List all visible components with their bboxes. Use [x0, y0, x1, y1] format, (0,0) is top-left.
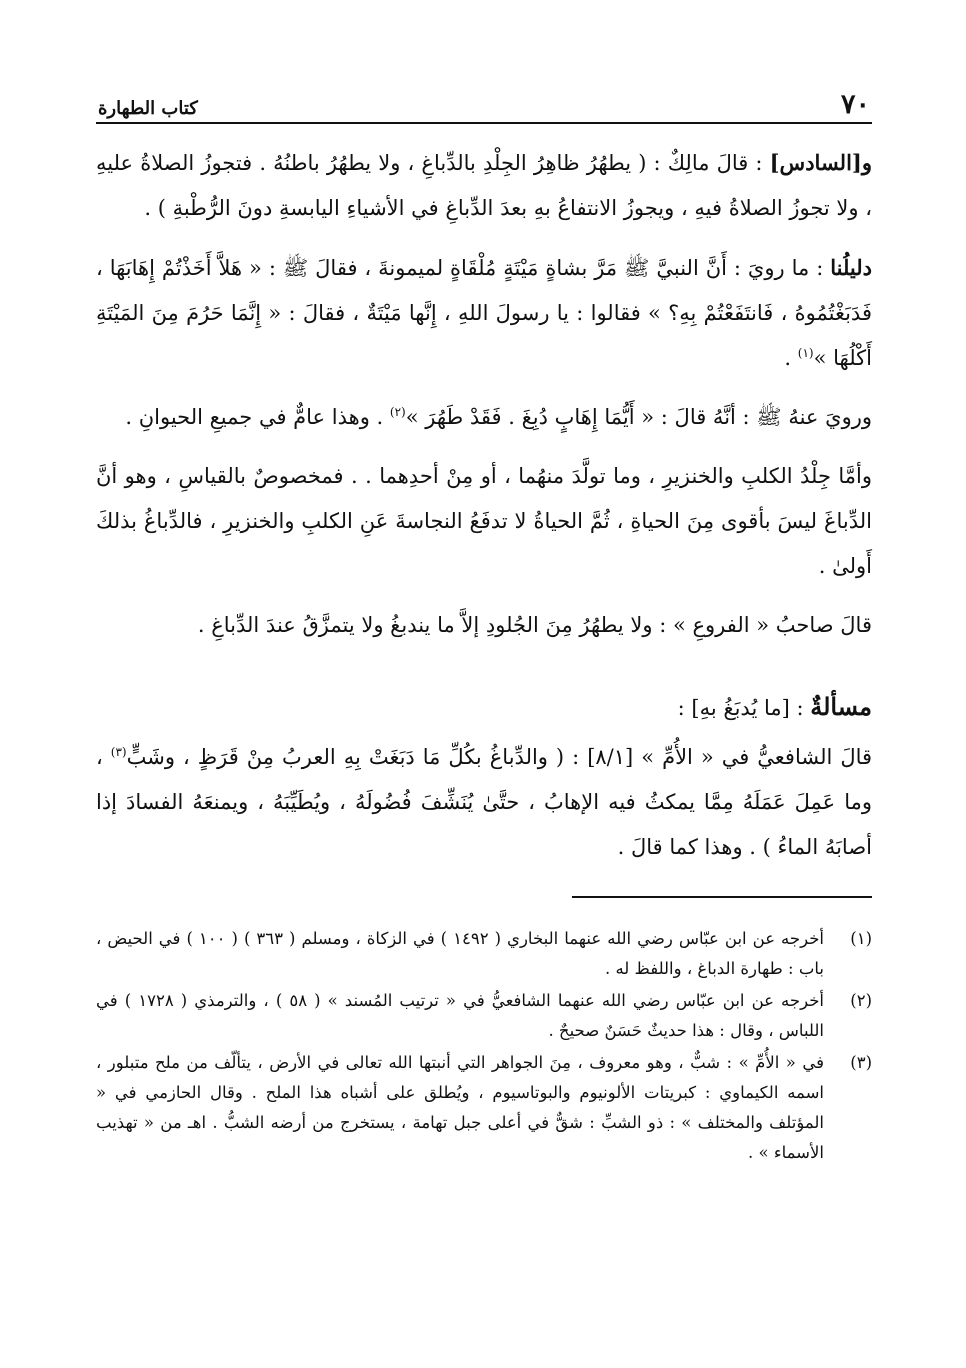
masala-label: مسألةٌ [810, 692, 872, 721]
footnote-number: (٣) [850, 1053, 872, 1072]
footnote-number: (٢) [850, 991, 872, 1010]
paragraph-furu [96, 603, 872, 648]
paragraph-evidence [96, 245, 872, 381]
evidence-label: دليلُنا [830, 255, 872, 280]
footnote-ref-3[interactable]: (٣) [110, 745, 127, 759]
paragraph-dog-pig [96, 454, 872, 589]
footnote-3 [96, 1048, 872, 1168]
paragraph-text: : ما رويَ : أَنَّ النبيَّ ﷺ مَرَّ بشاةٍ مَيْتَةٍ مُلْقَاةٍ لميمونةَ ، فقالَ ﷺ : « هَلاَّ أَخَذْتُمْ إِهَابَهَا ، فَدَبَغْتُمُوهُ ، فَانتَفَعْتُمْ بِهِ؟ » فقالوا : يا رسولَ اللهِ ، إِنَّها مَيْتَةٌ ، فقالَ : « إِنَّمَا حَرُمَ مِنَ المَيْتَةِ أَكْلُهَا » [96, 256, 872, 370]
paragraph-text: قالَ صاحبُ « الفروعِ » : ولا يطهُرُ مِنَ الجُلودِ إلاَّ ما يندبغُ ولا يتمزَّقُ عندَ الدِّباغِ . [197, 613, 872, 637]
footnote-divider [572, 896, 872, 898]
running-header [96, 84, 872, 124]
footnote-text: في « الأُمِّ » : شبٌّ ، وهو معروف ، مِنَ الجواهر التي أنبتها الله تعالى في الأرض ، يتألّف من ملح متبلور ، اسمه الكيماوي : كبريتات الألونيوم والبوتاسيوم ، ويُطلق على أشباه هذا الملح . وقال الحازمي في « المؤتلف والمختلف » : ذو الشبِّ : شقٌّ في أعلى جبل تهامة ، يستخرج من أرضه الشبُّ . اهـ من « تهذيب الأسماء » . [96, 1053, 824, 1162]
paragraph-text: : قالَ مالِكٌ : ( يطهُرُ ظاهِرُ الجِلْدِ بالدِّباغِ ، ولا يطهُرُ باطنُهُ . فتجوزُ الصلاةُ عليهِ ، ولا تجوزُ الصلاةُ فيهِ ، ويجوزُ الانتفاعُ بهِ بعدَ الدِّباغِ في الأشياءِ اليابسةِ دونَ الرُّطْبةِ ) . [96, 151, 872, 220]
paragraph-text: وأمَّا جِلْدُ الكلبِ والخنزيرِ ، وما تولَّدَ منهُما ، أو مِنْ أحدِهما . . فمخصوصٌ بالقياسِ ، وهو أنَّ الدِّباغَ ليسَ بأقوى مِنَ الحياةِ ، ثُمَّ الحياةُ لا تدفَعُ النجاسةَ عَنِ الكلبِ والخنزيرِ ، فالدِّباغُ بذلكَ أَولىٰ . [96, 464, 872, 578]
paragraph-text: قالَ الشافعيُّ في « الأُمِّ » [٨/١] : ( والدِّباغُ بكُلِّ مَا دَبَغَتْ بِهِ العربُ مِنْ قَرَظٍ ، وشَبٍّ [126, 745, 873, 769]
footnote-1 [96, 924, 872, 984]
paragraph-sixth-opinion [96, 140, 872, 231]
paragraph-text: ورويَ عنهُ ﷺ : أنَّهُ قالَ : « أَيُّمَا إِهَابٍ دُبِغَ . فَقَدْ طَهُرَ » [405, 405, 872, 429]
footnote-text: أخرجه عن ابن عبّاس رضي الله عنهما البخاري ( ١٤٩٢ ) في الزكاة ، ومسلم ( ٣٦٣ ) ( ١٠٠ ) في الحيض ، باب : طهارة الدباغ ، واللفظ له . [96, 929, 824, 978]
paragraph-tail: . وهذا عامٌّ في جميعِ الحيوانِ . [125, 405, 390, 429]
footnotes [96, 924, 872, 1168]
section-label: و[السادس] [769, 150, 872, 175]
footnote-ref-1[interactable]: (١) [797, 346, 814, 360]
footnote-text: أخرجه عن ابن عبّاس رضي الله عنهما الشافعيُّ في « ترتيب المُسند » ( ٥٨ ) ، والترمذي ( ١٧٢٨ ) في اللباس ، وقال : هذا حديثٌ حَسَنٌ صحيحٌ . [96, 991, 824, 1040]
paragraph-tail: . [784, 346, 798, 370]
paragraph-hadith [96, 395, 872, 440]
book-page [96, 84, 872, 1170]
footnote-2 [96, 986, 872, 1046]
paragraph-text-continued: ، وما عَمِلَ عَمَلَهُ مِمَّا يمكثُ فيه الإهابُ ، حتَّىٰ يُنَشِّفَ فُضُولَهُ ، ويُطَيِّبَهُ ، ويمنعَهُ الفسادَ إذا أصابَهُ الماءُ ) . وهذا كما قالَ . [96, 745, 872, 859]
book-title: كتاب الطهارة [98, 98, 198, 119]
masala-heading [96, 684, 872, 731]
page-number: ٧٠ [840, 89, 870, 120]
masala-title: : [ما يُدبَغُ بهِ] : [677, 696, 811, 720]
main-text [96, 140, 872, 870]
paragraph-shafii [96, 735, 872, 870]
footnote-number: (١) [850, 929, 872, 948]
footnote-ref-2[interactable]: (٢) [389, 405, 406, 419]
